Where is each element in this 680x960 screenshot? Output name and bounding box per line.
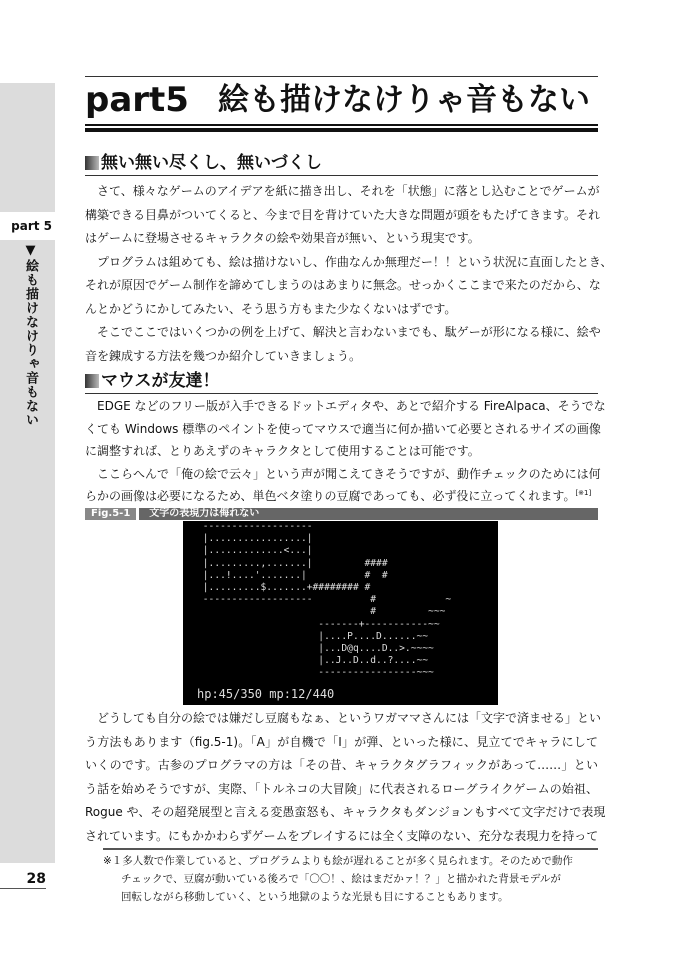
ascii-map-row: # ~~~	[197, 606, 446, 618]
figure-caption-bar	[85, 508, 598, 520]
chapter-title-text: 絵も描けなけりゃ音もない	[218, 82, 590, 118]
text-line: EDGE などのフリー版が入手できるドットエディタや、あとで紹介する FireAlpaca、そうでな	[85, 399, 606, 413]
footnote-line: チェックで、豆腐が動いている後ろで「〇〇！、絵はまだかァ！？」と描かれた背景モデルが	[121, 873, 561, 885]
text-line: プログラムは組めても、絵は描けないし、作曲なんか無理だー！！という状況に直面したとき、	[85, 254, 613, 269]
ascii-map	[183, 521, 498, 680]
title-rule	[85, 124, 598, 126]
text-line: そこでここではいくつかの例を上げて、解決と言わないまでも、駄ゲーが形になる様に、絵や	[85, 325, 601, 339]
footnote-rule	[103, 848, 598, 850]
ascii-map-row: |....P....D......~~	[197, 630, 429, 642]
text-line: それが原因でゲーム制作を諦めてしまうのはあまりに無念。せっかくここまで来たのだから、な	[85, 278, 601, 292]
text-line: う話を始めそうですが、実際、「トルネコの大冒険」に代表されるローグライクゲームの始祖、	[85, 781, 598, 796]
ascii-map-row: |.................|	[197, 533, 313, 545]
ascii-map-row: |...!....'.......| # #	[197, 569, 388, 581]
ascii-map-row: -------+-----------~~	[197, 618, 440, 630]
text-line: どうしても自分の絵では嫌だし豆腐もなぁ、というワガママさんには「文字で済ませる」とい	[85, 711, 602, 725]
text-line: 音を錬成する方法を幾つか紹介していきましょう。	[85, 348, 362, 363]
section1-body	[85, 180, 613, 368]
side-tab-part: part 5	[0, 212, 55, 240]
text-line: んとかどうにかしてみたい、そう思う方もまた少なくないはずです。	[85, 301, 457, 316]
ascii-map-row: |.........,.......| ####	[197, 557, 388, 569]
text-line: Rogue や、その超発展型と言える変愚蛮怒も、キャラクタもダンジョンもすべて文字だけで表現	[85, 805, 606, 819]
ascii-map-row: |.........$.......+######## #	[197, 582, 371, 594]
text-line: に調整すれば、とりあえずのキャラクタとして使用することは可能です。	[85, 444, 480, 458]
page-number: 28	[0, 870, 46, 889]
section-heading-2	[85, 371, 598, 394]
text-line: ここらへんで「俺の絵で云々」という声が聞こえてきそうですが、動作チェックのためには何	[85, 466, 601, 481]
ascii-map-row: |.............<...|	[197, 545, 313, 557]
section2-body	[85, 395, 606, 508]
text-line: されています。にもかかわらずゲームをプレイするには全く支障のない、充分な表現力を持って	[85, 828, 599, 843]
section-heading-1	[85, 153, 598, 176]
roguelike-screen	[183, 521, 498, 705]
figure-number: Fig.5-1	[85, 508, 139, 520]
text-line: さて、様々なゲームのアイデアを紙に描き出し、それを「状態」に落とし込むことでゲームが	[85, 184, 600, 198]
side-tab-chapter: ▼絵も描けなけりゃ音もない	[23, 243, 38, 427]
footnote	[103, 852, 593, 906]
ascii-map-row: ------------------- # ~	[197, 594, 452, 606]
text-line-content: らかの画像は必要になるため、単色ベタ塗りの豆腐であっても、必ず役に立ってくれます。	[85, 489, 576, 503]
ascii-map-row: |..J..D..d..?....~~	[197, 655, 429, 667]
text-line: う方法もあります（fig.5-1)。「A」が自機で「I」が弾、といった様に、見立てでキャラにして	[85, 734, 598, 749]
text-line: くても Windows 標準のペイントを使ってマウスで適当に何か描いて必要とされるサイズの画像	[85, 421, 601, 436]
title-rule-thick	[85, 128, 598, 132]
ascii-map-row: -------------------	[197, 521, 313, 532]
footnote-line: 回転しながら移動していく、という地獄のような光景も目にすることもあります。	[121, 891, 509, 903]
text-line: いくのです。古参のプログラマの方は「その昔、キャラクタグラフィックがあって……」とい	[85, 758, 598, 772]
heading-text: 無い無い尽くし、無いづくし	[101, 153, 322, 173]
footnote-ref: [※1]	[575, 489, 592, 497]
heading-text: マウスが友達！	[101, 371, 220, 391]
section3-body	[85, 707, 606, 848]
text-line	[85, 485, 598, 508]
status-line: hp:45/350 mp:12/440	[197, 687, 335, 701]
square-bullet-icon	[85, 156, 99, 170]
square-bullet-icon	[85, 374, 99, 388]
side-tab-band	[0, 83, 55, 863]
footnote-line: ※１多人数で作業していると、プログラムよりも絵が遅れることが多く見られます。そのためで動作	[103, 855, 573, 867]
ascii-map-row: -----------------~~~	[197, 667, 434, 679]
text-line: 構築できる目鼻がついてくると、今まで目を背けていた大きな問題が頭をもたげてきます。それ	[85, 207, 601, 222]
chapter-title	[85, 76, 598, 132]
ascii-map-row: |...D@q....D..>.~~~~	[197, 643, 434, 655]
chapter-part: part5	[85, 80, 189, 120]
figure-caption: 文字の表現力は侮れない	[149, 508, 260, 519]
text-line: はゲームに登場させるキャラクタの絵や効果音が無い、という現実です。	[85, 231, 480, 245]
